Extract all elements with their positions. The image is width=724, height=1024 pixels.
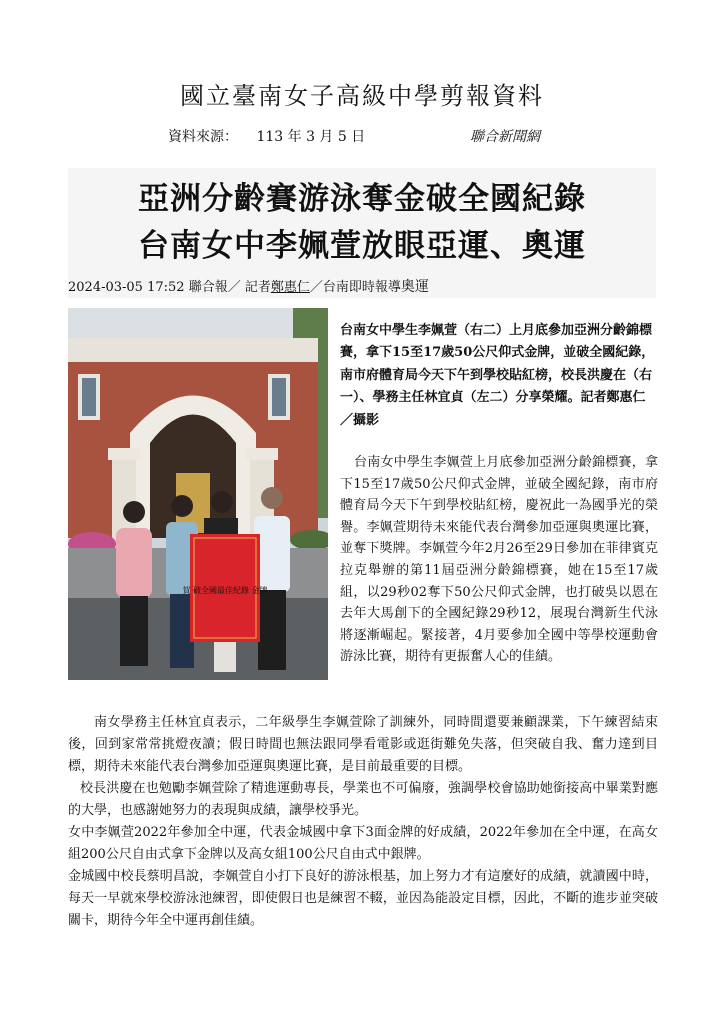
article-paragraph: 女中李姵萱2022年參加全中運，代表金城國中拿下3面金牌的好成績，2022年參加在全中運，在高女組200公尺自由式拿下金牌以及高女組100公尺自由式中銀牌。 — [68, 825, 658, 862]
byline-timestamp: 2024-03-05 17:52 — [68, 280, 185, 295]
article-paragraph: 金城國中校長蔡明昌說，李姵萱自小打下良好的游泳根基，加上努力才有這麼好的成績，就讀國中時，每天一早就來學校游泳池練習，即使假日也是練習不輟，並因為能設定目標，因此，不斷的進步並突破關卡，期待今年全中運再創佳績。 — [68, 869, 658, 928]
byline-reporter[interactable]: 鄭惠仁 — [270, 280, 310, 295]
headline-box — [68, 168, 656, 298]
article-column — [340, 452, 658, 668]
document-title: 國立臺南女子高級中學剪報資料 — [180, 82, 544, 110]
source-date: 113 年 3 月 5 日 — [256, 129, 366, 145]
byline-section: ／台南即時報導 — [309, 280, 401, 295]
source-line — [168, 126, 540, 146]
byline-paper: 聯合報／ — [188, 280, 241, 295]
byline-tag[interactable]: 奧運 — [400, 279, 429, 295]
photo-banner-text: 賀 破全國最佳紀錄 金牌 — [182, 586, 268, 595]
source-label: 資料來源： — [168, 129, 238, 145]
article-paragraph: 台南女中學生李姵萱上月底參加亞洲分齡錦標賽，拿下15至17歲50公尺仰式金牌，並破全國紀錄，南市府體育局今天下午到學校貼紅榜，慶祝此一為國爭光的榮譽。李姵萱期待未來能代表台灣參加亞運與奧運比賽，並奪下獎牌。李姵萱今年2月26至29日參加在菲律賓克拉克舉辦的第11屆亞洲分齡錦標賽，她在15至17歲組，以29秒02奪下50公尺仰式金牌，也打破吳以恩在去年大馬創下的全國紀錄29秒12，展現台灣新生代泳將逐漸崛起。緊接著，4月要參加全國中等學校運動會游泳比賽，期待有更振奮人心的佳績。 — [340, 455, 658, 665]
headline-line-1: 亞洲分齡賽游泳奪金破全國紀錄 — [138, 181, 586, 217]
article-paragraph: 校長洪慶在也勉勵李姵萱除了精進運動專長，學業也不可偏廢，強調學校會協助她銜接高中畢業對應的大學，也感謝她努力的表現與成績，讓學校爭光。 — [68, 781, 658, 818]
article-paragraph: 南女學務主任林宜貞表示，二年級學生李姵萱除了訓練外，同時間還要兼顧課業，下午練習結束後，回到家常常挑燈夜讀；假日時間也無法跟同學看電影或逛街難免失落，但突破自我、奮力達到目標，期待未來能代表台灣參加亞運與奧運比賽，是目前最重要的目標。 — [68, 715, 658, 774]
photo-caption: 台南女中學生李姵萱（右二）上月底參加亞洲分齡錦標賽，拿下15至17歲50公尺仰式金牌，並破全國紀錄，南市府體育局今天下午到學校貼紅榜，校長洪慶在（右一）、學務主任林宜貞（左二）分享榮耀。記者鄭惠仁／攝影 — [340, 323, 655, 428]
news-photo — [68, 308, 328, 680]
source-outlet: 聯合新聞網 — [470, 129, 540, 145]
byline-reporter-label: 記者 — [244, 280, 271, 295]
article-body — [68, 712, 658, 932]
headline-line-2: 台南女中李姵萱放眼亞運、奧運 — [138, 228, 586, 264]
byline — [68, 276, 429, 296]
